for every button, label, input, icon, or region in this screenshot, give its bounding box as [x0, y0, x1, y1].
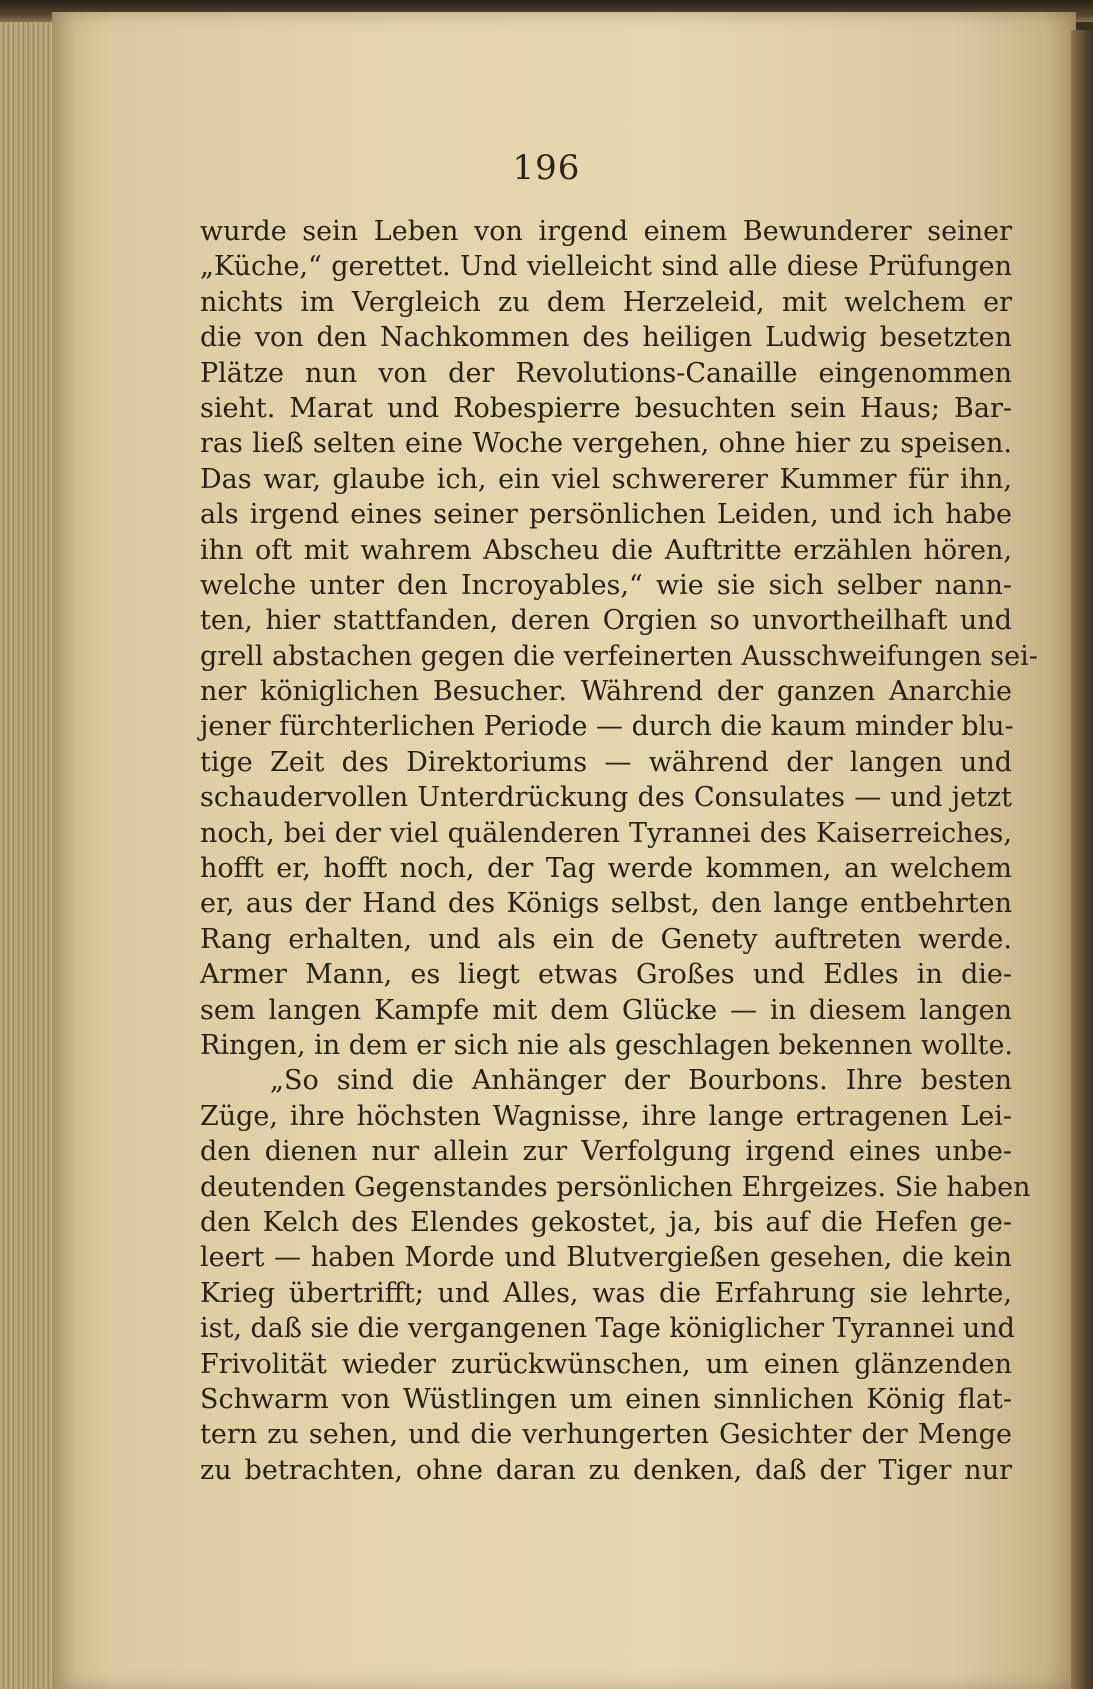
text-line: noch, bei der viel quälenderen Tyrannei des Kaiserreiches, [200, 817, 1012, 849]
text-line: Armer Mann, es liegt etwas Großes und Edles in die- [200, 959, 1012, 991]
page-body-text [200, 214, 1038, 1488]
text-line: schaudervollen Unterdrückung des Consulates — und jetzt [200, 782, 1012, 814]
text-line: zu betrachten, ohne daran zu denken, daß der Tiger nur [200, 1454, 1012, 1486]
text-line: Schwarm von Wüstlingen um einen sinnlichen König flat- [200, 1383, 1012, 1415]
text-line: ist, daß sie die vergangenen Tage königlicher Tyrannei und [200, 1313, 1015, 1345]
text-line: den dienen nur allein zur Verfolgung irgend eines unbe- [200, 1136, 1012, 1168]
text-line: Rang erhalten, und als ein de Genety auftreten werde. [200, 923, 1012, 955]
text-line: die von den Nachkommen des heiligen Ludwig besetzten [200, 322, 1012, 354]
text-line: sem langen Kampfe mit dem Glücke — in diesem langen [200, 994, 1012, 1026]
text-line: welche unter den Incroyables,“ wie sie sich selber nann- [200, 569, 1012, 601]
text-line: ten, hier stattfanden, deren Orgien so unvortheilhaft und [200, 605, 1012, 637]
text-line: ihn oft mit wahrem Abscheu die Auftritte erzählen hören, [200, 534, 1012, 566]
text-line: jener fürchterlichen Periode — durch die kaum minder blu- [200, 711, 1014, 743]
text-line: als irgend eines seiner persönlichen Leiden, und ich habe [200, 499, 1012, 531]
text-line: Ringen, in dem er sich nie als geschlagen bekennen wollte. [200, 1029, 1014, 1061]
text-line: den Kelch des Elendes gekostet, ja, bis auf die Hefen ge- [200, 1206, 1012, 1238]
text-line: er, aus der Hand des Königs selbst, den lange entbehrten [200, 888, 1012, 920]
text-line: hofft er, hofft noch, der Tag werde kommen, an welchem [200, 853, 1012, 885]
text-line: Frivolität wieder zurückwünschen, um einen glänzenden [200, 1348, 1012, 1380]
page-number: 196 [512, 148, 581, 188]
text-line: Plätze nun von der Revolutions-Canaille eingenommen [200, 357, 1012, 389]
text-line: Das war, glaube ich, ein viel schwererer Kummer für ihn, [200, 463, 1012, 495]
text-line: nichts im Vergleich zu dem Herzeleid, mit welchem er [200, 286, 1012, 318]
text-line: sieht. Marat und Robespierre besuchten sein Haus; Bar- [200, 392, 1012, 424]
text-line: „So sind die Anhänger der Bourbons. Ihre besten [270, 1065, 1012, 1097]
text-line: tige Zeit des Direktoriums — während der langen und [200, 746, 1012, 778]
text-line: „Küche,“ gerettet. Und vielleicht sind alle diese Prüfungen [200, 251, 1012, 283]
text-line: ner königlichen Besucher. Während der ganzen Anarchie [200, 676, 1012, 708]
text-line: Krieg übertrifft; und Alles, was die Erfahrung sie lehrte, [200, 1277, 1012, 1309]
text-line: tern zu sehen, und die verhungerten Gesichter der Menge [200, 1419, 1012, 1451]
text-line: Züge, ihre höchsten Wagnisse, ihre lange ertragenen Lei- [200, 1100, 1012, 1132]
text-line: deutenden Gegenstandes persönlichen Ehrgeizes. Sie haben [200, 1171, 1031, 1203]
text-line: grell abstachen gegen die verfeinerten Ausschweifungen sei- [200, 640, 1038, 672]
text-line: ras ließ selten eine Woche vergehen, ohne hier zu speisen. [200, 428, 1012, 460]
book-right-edge [1071, 30, 1093, 1689]
text-line: leert — haben Morde und Blutvergießen gesehen, die kein [200, 1242, 1012, 1274]
text-line: wurde sein Leben von irgend einem Bewunderer seiner [200, 216, 1012, 247]
